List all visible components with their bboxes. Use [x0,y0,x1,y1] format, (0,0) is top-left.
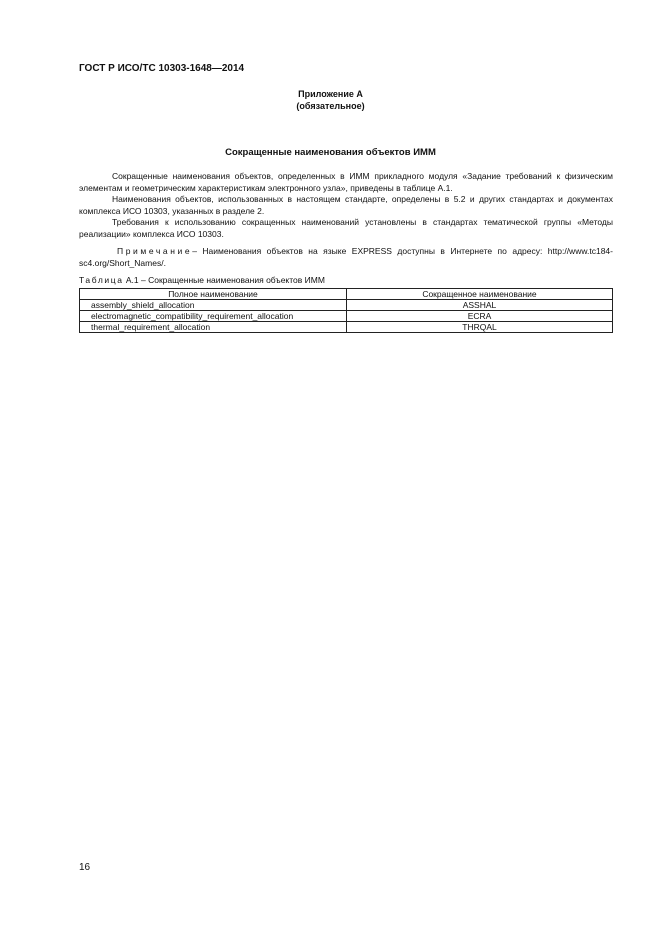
cell-full-name: thermal_requirement_allocation [80,322,347,333]
table-caption-text: А.1 – Сокращенные наименования объектов ИММ [123,275,325,285]
table-header-row [80,289,613,300]
cell-full-name: electromagnetic_compatibility_requirement_allocation [80,311,347,322]
table-row [80,311,613,322]
cell-short-name: THRQAL [347,322,613,333]
cell-short-name: ASSHAL [347,300,613,311]
table-caption [79,275,325,285]
document-code-header: ГОСТ Р ИСО/ТС 10303-1648—2014 [79,63,245,74]
paragraph-abbreviations-intro: Сокращенные наименования объектов, определенных в ИММ прикладного модуля «Задание требований к физическим элементам и геометрическим характеристикам электронного узла», приведены в таблице А.1. [79,171,613,193]
paragraph-usage-requirements: Требования к использованию сокращенных наименований установлены в стандартах тематической группы «Методы реализации» комплекса ИСО 10303. [79,217,613,239]
note-paragraph [79,246,613,269]
table-caption-label: Таблица [79,275,124,285]
cell-full-name: assembly_shield_allocation [80,300,347,311]
header-full-name: Полное наименование [80,289,347,300]
table-row [80,300,613,311]
header-short-name: Сокращенное наименование [347,289,613,300]
note-text: – Наименования объектов на языке EXPRESS доступны в Интернете по адресу: http://www.tc184-sc4.org/Short_Names/. [79,246,613,268]
abbreviations-table [79,288,613,333]
annex-status: (обязательное) [296,101,365,111]
note-label: Примечание [117,246,193,256]
section-title: Сокращенные наименования объектов ИММ [225,147,436,158]
table-row [80,322,613,333]
page-number: 16 [79,862,91,873]
cell-short-name: ECRA [347,311,613,322]
annex-title: Приложение А [298,89,363,99]
paragraph-object-names: Наименования объектов, использованных в настоящем стандарте, определены в 5.2 и других стандартах и документах комплекса ИСО 10303, указанных в разделе 2. [79,194,613,216]
